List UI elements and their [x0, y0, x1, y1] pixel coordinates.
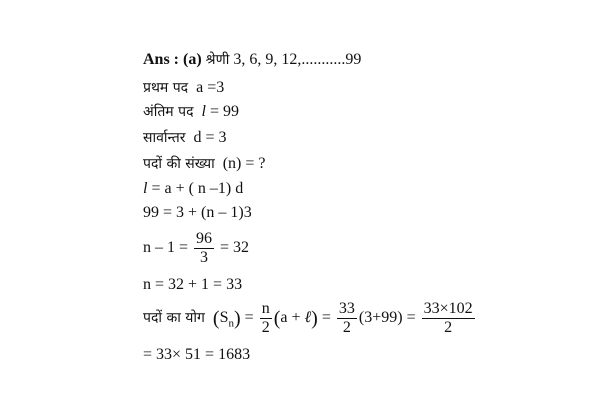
sum-fraction-3: [422, 300, 475, 337]
first-term-label: प्रथम पद: [143, 80, 189, 96]
sum-subscript: n: [228, 317, 234, 330]
num-terms-expr: (n) = ?: [222, 155, 266, 172]
sum-fraction-1-num: n: [261, 300, 270, 317]
series-values: 3, 6, 9, 12,...........99: [233, 51, 362, 68]
sum-paren-2: (3+99): [358, 309, 403, 327]
n-value-line: [143, 275, 242, 295]
sum-paren-open: (: [273, 307, 281, 330]
last-term-expr: = 99: [209, 103, 239, 120]
common-diff-line: [143, 128, 227, 148]
formula-expr: = a + ( n –1) d: [151, 180, 244, 197]
sum-fraction-2-num: 33: [338, 300, 355, 317]
sum-label: पदों का योग: [143, 310, 205, 327]
last-term-var: l: [201, 103, 206, 120]
sum-fraction-2-den: 2: [342, 319, 351, 336]
sum-eq1: =: [244, 309, 254, 327]
solve-numerator: 96: [196, 230, 213, 247]
sum-eq2: =: [321, 309, 331, 327]
solve-fraction: [194, 230, 214, 267]
formula-line: [143, 179, 243, 199]
formula-var: l: [143, 180, 148, 197]
sum-fraction-1-den: 2: [261, 319, 270, 336]
last-term-line: [143, 102, 239, 122]
sum-eq3: =: [406, 309, 416, 327]
answer-label: Ans : (a): [143, 51, 202, 68]
result-expr: = 33× 51 = 1683: [143, 346, 251, 363]
sum-paren-a: a +: [280, 309, 301, 327]
last-term-label: अंतिम पद: [143, 104, 194, 120]
sum-fraction-2: [337, 300, 357, 337]
num-terms-line: [143, 154, 265, 174]
sum-symbol: S: [219, 309, 229, 327]
result-line: [143, 345, 250, 365]
solve-denominator: 3: [200, 249, 209, 266]
solve-left: n – 1 =: [143, 239, 189, 257]
solve-right: = 32: [220, 239, 250, 257]
substitution-expr: 99 = 3 + (n – 1)3: [143, 204, 252, 221]
num-terms-label: पदों की संख्या: [143, 156, 215, 172]
n-value-expr: n = 32 + 1 = 33: [143, 276, 243, 293]
substitution-line: [143, 203, 252, 223]
sum-paren-close: ): [311, 307, 318, 330]
series-word: श्रेणी: [205, 52, 230, 68]
common-diff-expr: d = 3: [193, 129, 227, 146]
first-term-expr: a =3: [196, 79, 225, 96]
sum-fraction-3-den: 2: [444, 319, 453, 336]
first-term-line: [143, 78, 224, 98]
solve-line: [143, 230, 249, 267]
sum-line: पदों का योग $(S_n)$ = $\frac{n}{2}$ (a + ℓ) = $\frac{33}{2}$ (3+99) = $\frac{33\times 102}{2}$: [143, 300, 473, 336]
sum-fraction-3-num: 33×102: [423, 300, 473, 317]
common-diff-label: सार्वान्तर: [143, 130, 186, 146]
sum-paren-l: ℓ: [304, 309, 312, 327]
sum-fraction-1: [260, 300, 272, 337]
answer-line: [143, 50, 361, 70]
